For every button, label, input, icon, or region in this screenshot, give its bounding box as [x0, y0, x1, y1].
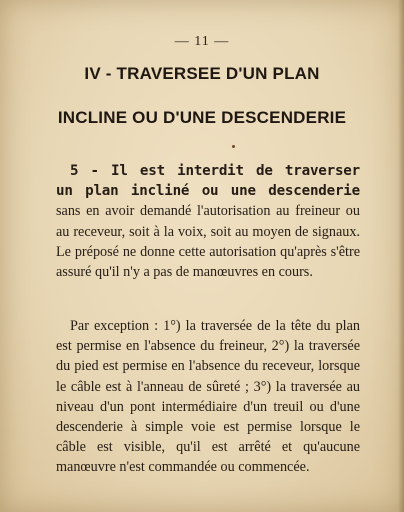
exceptions-text: Par exception : 1°) la traversée de la tête du plan est permise en l'absence du freineur, 2°) la traversée du pied est permise en l'absence du receveur, lorsque le câble est à l'anneau de sûreté ; 3°) la traversée au niveau d'un pont intermédiaire d'un treuil ou d'une descenderie à simple voie est permise lorsque le câble est visible, qu'il est arrêté et qu'aucune manœuvre n'est commandée ou commencée.: [56, 318, 360, 476]
page-number: — 11 —: [174, 34, 230, 49]
section-title-line-1: IV - TRAVERSEE D'UN PLAN: [84, 64, 320, 83]
ink-speck: [232, 145, 235, 148]
paragraph-article-5: [56, 161, 360, 282]
article-body-text: sans en avoir demandé l'autorisation au freineur ou au receveur, soit à la voix, soit au moyen de signaux. Le préposé ne donne cette autorisation qu'après s'être assuré qu'il n'y a pas de manœuvres en cours.: [56, 203, 360, 281]
section-title-line-2: INCLINE OU D'UNE DESCENDERIE: [57, 108, 347, 127]
article-lead-text: 5 - Il est interdit de traverser un plan incliné ou une descenderie: [56, 163, 360, 200]
paragraph-exceptions: [56, 316, 360, 478]
